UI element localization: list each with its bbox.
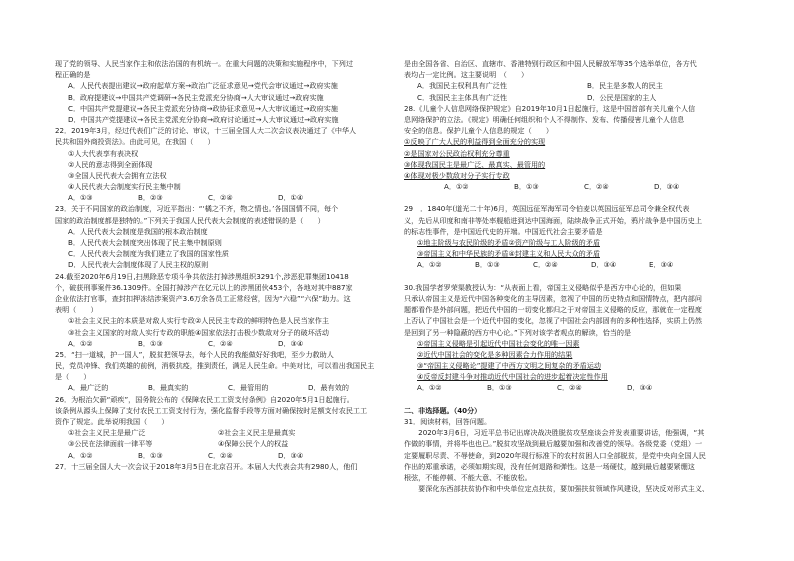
q31-material-line-5: 根弦，不能停顿、不能大意、不能放松。 bbox=[404, 472, 532, 482]
q30-item-2: ②近代中国社会的变化是多种因素合力作用的结果 bbox=[417, 349, 573, 359]
q27-option-c: C．我国民主主体具有广泛性 bbox=[417, 92, 508, 102]
q23-option-b: B．人民代表大会制度突出体现了民主集中制原则 bbox=[68, 238, 222, 247]
section-2-title: 二、非选择题。（40分） bbox=[404, 405, 482, 415]
q28-choice-b: B．①③ bbox=[514, 182, 539, 192]
q31-material-line-6: 要深化东西部扶贫协作和中央单位定点扶贫，要加强扶贫领域作风建设，坚决反对形式主义、 bbox=[404, 484, 710, 494]
q22-item-4: ④人民代表大会制度实行民主集中制 bbox=[68, 182, 181, 192]
spacer bbox=[404, 271, 759, 282]
q26-item-3: ③公民在法律面前一律平等 bbox=[68, 439, 153, 449]
q28-item-4: ④体现对极少数敌对分子实行专政 bbox=[404, 170, 510, 180]
q21-continuation-line-2: 程正确的是 bbox=[55, 70, 91, 80]
q21-option-a: A．人民代表提出建议→政府起草方案→政治广泛征求意见→党代会审议通过→政府实施 bbox=[68, 81, 338, 91]
q27-continuation-line-1: 是由全国各省、自治区、直辖市、香港特别行政区和中国人民解放军等35个选举单位，各方代 bbox=[404, 59, 697, 68]
q24-stem-line-3: 企业依法打官事，查封扣押冻结涉案资产3.6万余各员工正常经营，因为“六稳”“六保”助力。这 bbox=[55, 293, 351, 303]
q28-choice-c: C．②④ bbox=[584, 182, 609, 192]
q27-option-a: A．我国民主权利具有广泛性 bbox=[417, 81, 507, 91]
q29-choice-c: C．②④ bbox=[533, 260, 558, 270]
q23-option-d: D．人民代表大会制度体现了人民主权的原则 bbox=[68, 260, 209, 270]
q22-stem-line-2: 民共和国外商投资法》。由此可见，在我国（ ） bbox=[55, 137, 215, 147]
q31-material-line-2: 作做的事情，并将毕也也已。”脱贫攻坚战到最后越要加强和改善党的领导。各级党委（党组）一 bbox=[404, 439, 703, 449]
q22-choice-c: C．②④ bbox=[208, 193, 233, 203]
q26-items-row-2 bbox=[55, 438, 410, 449]
q26-stem-line-3: 资作了规定。此举说明我国（ ） bbox=[55, 417, 169, 426]
q29-stem-line-3: 的标志性事件，是中国近代史的开端。中国近代社会主要矛盾是 bbox=[404, 226, 603, 236]
spacer bbox=[404, 192, 759, 203]
q31-material-line-4: 作出的郑重承诺，必须如期实现，没有任何退路和弹性。这是一场硬仗，越到最后越要紧绷这 bbox=[404, 461, 695, 471]
q30-choice-a: A．①② bbox=[417, 383, 442, 393]
q30-item-1: ①帝国主义侵略是引起近代中国社会变化的唯一因素 bbox=[417, 338, 580, 348]
q30-stem-line-1: 30.我国学者罗荣渠教授认为：“从表面上看，帝国主义侵略似乎是西方中心论的，但如果 bbox=[404, 282, 682, 292]
q24-item-line-1: ①社会主义民主的本质是对敌人实行专政②人民民主专政的鲜明特色是人民当家作主 bbox=[68, 316, 329, 326]
q21-option-c: C．中国共产党提建议→各民主党派充分协商→政协征求意见→人大审议通过→政府实施 bbox=[68, 103, 338, 113]
q24-stem-line-1: 24.截至2020年6月19日,扫黑除恶专项斗争共依法打掉涉黑组织3291个,涉恶犯罪集团10418 bbox=[55, 271, 349, 281]
q25-choice-d: D．最有效的 bbox=[308, 383, 349, 393]
q26-choices bbox=[55, 450, 410, 461]
q26-stem-line-2: 该条例从源头上保障了支付农民工工资支付行为，强化监督手段等方面对确保按时足额支付农民工工 bbox=[55, 405, 368, 415]
q25-choice-a: A．最广泛的 bbox=[68, 383, 109, 393]
q27-option-b: B．民主是多数人的民主 bbox=[587, 81, 663, 91]
q30-stem-line-3: 题都看作是外部问题，把近代中国的一切变化都归之于对帝国主义侵略的反应，那就在一定程度 bbox=[404, 305, 702, 315]
q24-item-line-2: ③社会主义国家的对敌人实行专政的职能④国家依法打击极少数敌对分子的破坏活动 bbox=[68, 327, 329, 337]
q26-choice-a: A．①② bbox=[68, 450, 93, 460]
q29-choice-b: B．①③ bbox=[475, 260, 500, 270]
q30-item-4: ④反帝反封建斗争对推动近代中国社会的进步起着决定性作用 bbox=[417, 372, 608, 382]
q22-choice-d: D．①④ bbox=[278, 193, 304, 203]
q30-stem-line-4: 上否认了中国社会是一个近代中国的变化，忽视了中国社会内部固有的多种性选择，实质上仍然 bbox=[404, 316, 702, 326]
q25-choice-c: C．最管用的 bbox=[228, 383, 269, 393]
q23-stem-line-2: 国家的政治制度都是独特的。”下列关于我国人民代表大会制度的表述错误的是（ ） bbox=[55, 215, 325, 225]
q30-stem-line-5: 是回到了另一种隐蔽的西方中心论。”下列对该学者观点的解读，恰当的是 bbox=[404, 327, 632, 337]
q30-stem-line-2: 只承认帝国主义是近代中国各种变化的主导因素，忽视了中国的历史特点和国情特点，把内部问 bbox=[404, 293, 702, 303]
q24-stem-line-4: 表明（ ） bbox=[55, 305, 98, 315]
q26-choice-d: D．③④ bbox=[278, 450, 304, 460]
q22-choice-a: A．①③ bbox=[68, 193, 93, 203]
q29-choice-e: E．③④ bbox=[649, 260, 674, 270]
q31-material-line-3: 定要履职尽责、不辱使命，到2020年现行标准下的农村贫困人口全部脱贫，是党中央向全国人民 bbox=[404, 450, 706, 460]
q25-choices bbox=[55, 382, 410, 393]
q21-continuation-line-1: 现了党的领导、人民当家作主和依法治国的有机统一。在重大问题的决策和实施程序中，下列过 bbox=[55, 59, 353, 68]
q29-item-line-2: ③帝国主义和中华民族的矛盾④封建主义和人民大众的矛盾 bbox=[417, 249, 600, 259]
right-column bbox=[404, 58, 759, 494]
q27-stem-line-1: 27．十三届全国人大一次会议于2018年3月5日在北京召开。本届人大代表会共有2980人，他们 bbox=[55, 461, 358, 471]
q28-choice-a: A．①② bbox=[444, 182, 469, 192]
q28-item-3: ③体现我国民主是最广泛、最真实、最管用的 bbox=[404, 159, 546, 169]
q24-choice-b: B．①③ bbox=[138, 338, 163, 348]
q24-choice-a: A．①② bbox=[68, 338, 93, 348]
q21-option-d: D．中国共产党提建议→各民主党派充分协商→政府讨论通过→人大审议通过→政府实施 bbox=[68, 114, 339, 124]
left-column bbox=[55, 58, 410, 472]
q27-continuation-line-2: 表均占一定比例。这主要说明 （ ） bbox=[404, 70, 529, 80]
q28-stem-line-3: 安全的信息。保护儿童个人信息的规定（ ） bbox=[404, 126, 553, 136]
q24-choice-c: C．②④ bbox=[208, 338, 233, 348]
q30-choice-d: D．③④ bbox=[627, 383, 653, 393]
q28-choice-d: D．③④ bbox=[654, 182, 680, 192]
q25-stem-line-1: 25．“扫一道城，护一国人”，脱贫把领导去，每个人民的我能做好好我吧，至少力救助人 bbox=[55, 349, 334, 359]
q22-choices bbox=[55, 192, 410, 203]
q23-option-a: A．人民代表大会制度是我国的根本政治制度 bbox=[68, 226, 208, 236]
q28-item-2: ②是国家对公民政治权利充分尊重 bbox=[404, 148, 510, 158]
q26-item-1: ①社会主义民主是最广泛 bbox=[68, 428, 146, 438]
q27-options-row-2 bbox=[404, 92, 759, 103]
q26-choice-b: B．①③ bbox=[138, 450, 163, 460]
q28-choices bbox=[404, 181, 759, 192]
q25-stem-line-2: 民，党员冲锋、我们英雄的前例，消极抗疫，推到责任，满足人民生命。中美对比，可以看出我国民主 bbox=[55, 361, 375, 371]
q28-item-1: ①反映了广大人民的利益得到全面充分的实现 bbox=[404, 137, 546, 147]
q25-choice-b: B．最真实的 bbox=[148, 383, 189, 393]
q26-stem-line-1: 26．为根治欠薪“顽疾”，国务院公布的《保障农民工工资支付条例》自2020年5月1日起施行。 bbox=[55, 394, 354, 404]
q28-stem-line-1: 28.《儿童个人信息网络保护规定》自2019年10月1日起施行，这是中国首部有关儿童个人信 bbox=[404, 103, 696, 113]
q29-stem-line-2: 义，先后从印度和南非等处率舰船进到达中国海面，陆续战争正式开始，鸦片战争是中国历史上 bbox=[404, 215, 702, 225]
q26-item-2: ②社会主义民主是最真实 bbox=[218, 428, 296, 438]
q26-items-row-1 bbox=[55, 427, 410, 438]
q29-stem-line-1: 29 ．1840年(道光二十年)6月，英国远征军海军司令伯麦以英国远征军总司令兼全权代表 bbox=[404, 204, 690, 214]
spacer bbox=[404, 394, 759, 405]
q31-material-line-1: 2020年3月6日，习近平总书记出席决战决胜脱贫攻坚座谈会并发表重要讲话，他强调，“其 bbox=[404, 428, 705, 438]
q24-choices bbox=[55, 338, 410, 349]
q29-choice-d: D．③④ bbox=[591, 260, 617, 270]
q25-stem-line-3: 是（ ） bbox=[55, 372, 91, 382]
q23-stem-line-1: 23．关于不同国家的政治制度，习近平指出：“‘橘之不齐，物之情也。’各国国情不同，每个 bbox=[55, 204, 339, 214]
q27-options-row-1 bbox=[404, 80, 759, 91]
q29-choices bbox=[404, 259, 759, 270]
q30-item-3: ③“帝国主义侵略论”提建了中西方文明之间复杂的矛盾运动 bbox=[417, 361, 601, 371]
q22-item-3: ③全国人民代表大会拥有立法权 bbox=[68, 170, 167, 180]
q31-title: 31．阅读材料，回答问题。 bbox=[404, 417, 492, 426]
q26-choice-c: C．②④ bbox=[208, 450, 233, 460]
q30-choices bbox=[404, 382, 759, 393]
q22-item-1: ①人大代表享有表决权 bbox=[68, 148, 139, 158]
q22-stem-line-1: 22．2019年3月，经过代表们广泛的讨论、审议，十三届全国人大二次会议表决通过了《中华人 bbox=[55, 126, 357, 136]
q29-item-line-1: ①地主阶级与农民阶级的矛盾②资产阶级与工人阶级的矛盾 bbox=[417, 238, 600, 247]
q29-choice-a: A．①② bbox=[417, 260, 442, 270]
q21-option-b: B．政府提建议→中国共产党调研→各民主党派充分协商→人大审议通过→政府实施 bbox=[68, 92, 324, 102]
q23-option-c: C．人民代表大会制度为我们建立了我国的国家性质 bbox=[68, 249, 230, 259]
q27-option-d: D．公民是国家的主人 bbox=[587, 92, 657, 102]
q30-choice-c: C．②④ bbox=[557, 383, 582, 393]
q24-choice-d: D．③④ bbox=[278, 338, 304, 348]
q26-item-4: ④保障公民个人的权益 bbox=[218, 439, 289, 449]
q24-stem-line-2: 个，破获刑事案件36.1309件。全国打掉涉产在亿元以上的涉黑团伙453个，各地对其中887家 bbox=[55, 282, 353, 292]
q22-item-2: ②人民的意志得到全面体现 bbox=[68, 159, 153, 169]
q22-choice-b: B．②③ bbox=[138, 193, 163, 203]
q28-stem-line-2: 息网络保护的立法。《规定》明确任何组织和个人不得制作、发布、传播侵害儿童个人信息 bbox=[404, 114, 685, 124]
q30-choice-b: B．①③ bbox=[487, 383, 512, 393]
